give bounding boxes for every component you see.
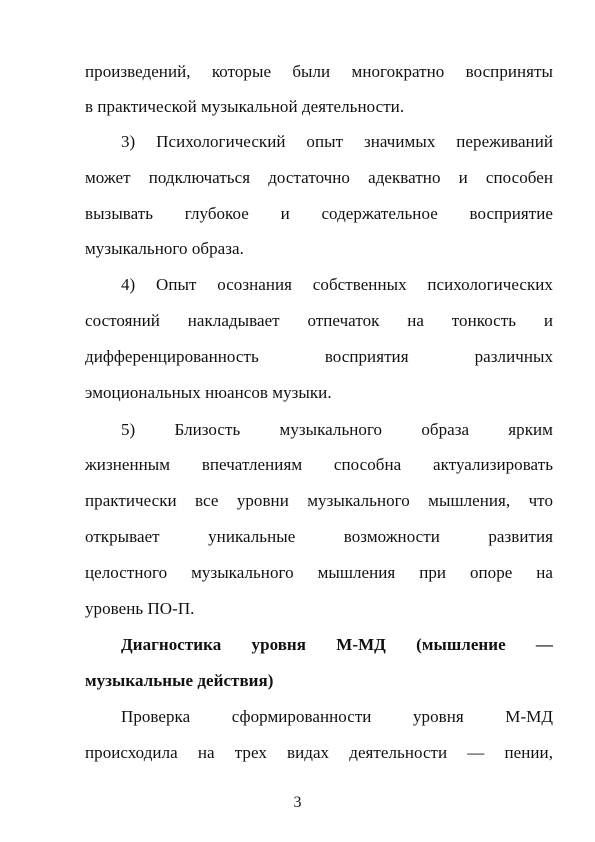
section-heading-continuation: музыкальные действия): [85, 671, 274, 690]
text-line: вызывать глубокое и содержательное восприятие: [85, 204, 553, 223]
text-line: происходила на трех видах деятельности — пении,: [85, 743, 553, 762]
section-heading: Диагностика уровня М-МД (мышление —: [121, 635, 553, 654]
text-line: жизненным впечатлениям способна актуализировать: [85, 455, 553, 474]
text-line: произведений, которые были многократно восприняты: [85, 62, 553, 81]
text-line: открывает уникальные возможности развития: [85, 527, 553, 546]
list-item-5-line: 5) Близость музыкального образа ярким: [121, 420, 553, 439]
text-line: дифференцированность восприятия различных: [85, 347, 553, 366]
list-item-4-line: 4) Опыт осознания собственных психологических: [121, 275, 553, 294]
text-line: состояний накладывает отпечаток на тонкость и: [85, 311, 553, 330]
paragraph-line: Проверка сформированности уровня М-МД: [121, 707, 553, 726]
text-line: может подключаться достаточно адекватно и способен: [85, 168, 553, 187]
text-line: музыкального образа.: [85, 239, 244, 258]
text-line: эмоциональных нюансов музыки.: [85, 383, 332, 402]
text-line: уровень ПО-П.: [85, 599, 195, 618]
text-line: в практической музыкальной деятельности.: [85, 97, 405, 116]
page-number: 3: [293, 794, 302, 811]
text-line: целостного музыкального мышления при опоре на: [85, 563, 553, 582]
text-line: практически все уровни музыкального мышления, что: [85, 491, 553, 510]
list-item-3-line: 3) Психологический опыт значимых переживаний: [121, 132, 553, 151]
